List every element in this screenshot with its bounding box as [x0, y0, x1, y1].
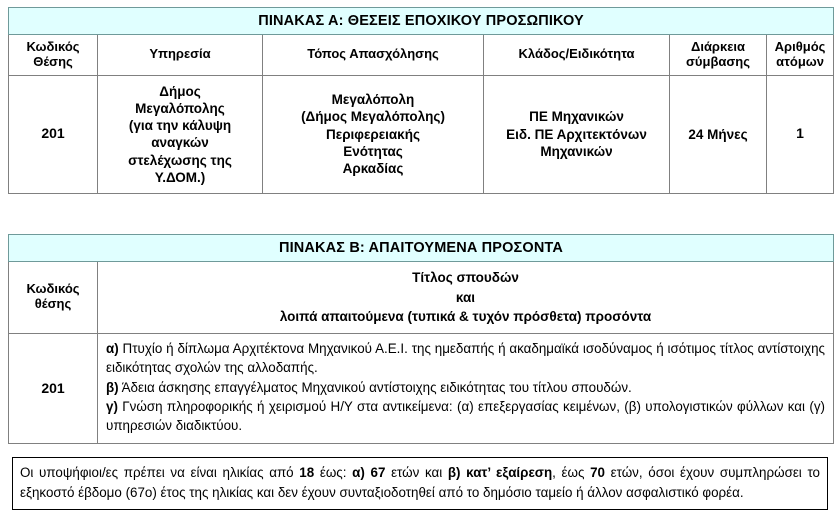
age-requirement-note	[12, 457, 828, 510]
table-a-col-count	[767, 35, 834, 76]
note-emphasis: 18	[299, 465, 315, 480]
table-b-title-row	[9, 235, 834, 262]
table-b-col-code-line1: Κωδικός	[26, 281, 80, 297]
table-a-col-duration-line1: Διάρκεια	[690, 39, 745, 54]
table-b-col-qualifications-line3: λοιπά απαιτούμενα (τυπικά & τυχόν πρόσθετα) προσόντα	[279, 309, 652, 325]
table-a-cell-service: Δήμος Μεγαλόπολης (για την κάλυψη αναγκών στελέχωσης της Υ.ΔΟΜ.)	[98, 75, 263, 193]
table-a-col-duration-line2: σύμβασης	[686, 53, 750, 69]
table-a-col-duration	[670, 35, 767, 76]
table-b-col-code	[9, 262, 98, 334]
table-a-col-code	[9, 35, 98, 76]
qualification-item: β) Άδεια άσκησης επαγγέλματος Μηχανικού αντίστοιχης ειδικότητας του τίτλου σπουδών.	[106, 379, 632, 395]
table-row	[9, 333, 834, 443]
table-b-required-qualifications	[8, 234, 834, 444]
table-a-col-code-line1: Κωδικός	[26, 39, 80, 54]
table-row	[9, 75, 834, 193]
table-b-cell-code: 201	[9, 333, 98, 443]
qualification-item: γ) Γνώση πληροφορικής ή χειρισμού Η/Υ στα αντικείμενα: (α) επεξεργασίας κειμένων, (β) υπολογιστικών φύλλων και (γ) υπηρεσιών διαδικτύου.	[106, 399, 825, 434]
age-requirement-note-text: Οι υποψήφιοι/ες πρέπει να είναι ηλικίας από 18 έως: α) 67 ετών και β) κατ’ εξαίρεση, έως 70 ετών, όσοι έχουν συμπληρώσει το εξηκοστό έβδομο (67ο) έτος της ηλικίας και δεν έχουν συνταξιοδοτηθεί από το δημόσιο ταμείο ή άλλον ασφαλιστικό φορέα.	[20, 465, 820, 501]
table-a-cell-place: Μεγαλόπολη (Δήμος Μεγαλόπολης) Περιφερειακής Ενότητας Αρκαδίας	[263, 75, 484, 193]
table-b-cell-qualifications	[98, 333, 834, 443]
qualification-marker: α)	[106, 340, 119, 356]
table-a-cell-code: 201	[9, 75, 98, 193]
table-a-cell-duration: 24 Μήνες	[670, 75, 767, 193]
note-emphasis: α) 67	[352, 465, 386, 480]
table-b-col-qualifications	[98, 262, 834, 334]
qualification-marker: β)	[106, 379, 119, 395]
table-a-col-service: Υπηρεσία	[98, 35, 263, 76]
table-a-col-count-line1: Αριθμός	[774, 39, 826, 54]
table-b-title: ΠΙΝΑΚΑΣ Β: ΑΠΑΙΤΟΥΜΕΝΑ ΠΡΟΣΟΝΤΑ	[9, 235, 834, 262]
table-b-col-qualifications-line2: και	[455, 289, 476, 305]
table-a-header-row	[9, 35, 834, 76]
table-a-title: ΠΙΝΑΚΑΣ Α: ΘΕΣΕΙΣ ΕΠΟΧΙΚΟΥ ΠΡΟΣΩΠΙΚΟΥ	[9, 8, 834, 35]
table-a-cell-specialty: ΠΕ Μηχανικών Ειδ. ΠΕ Αρχιτεκτόνων Μηχανικών	[484, 75, 670, 193]
table-b-col-code-line2: θέσης	[34, 296, 72, 312]
qualification-marker: γ)	[106, 399, 118, 414]
table-a-title-row	[9, 8, 834, 35]
note-emphasis: β) κατ’ εξαίρεση	[447, 465, 553, 480]
table-a-cell-count: 1	[767, 75, 834, 193]
table-a-col-code-line2: Θέσης	[33, 53, 73, 69]
table-b-col-qualifications-line1: Τίτλος σπουδών	[412, 270, 519, 285]
table-a-seasonal-positions	[8, 7, 834, 194]
table-a-col-specialty: Κλάδος/Ειδικότητα	[484, 35, 670, 76]
qualification-item: α) Πτυχίο ή δίπλωμα Αρχιτέκτονα Μηχανικού Α.Ε.Ι. της ημεδαπής ή ακαδημαϊκά ισοδύναμος ή ισότιμος τίτλος αντίστοιχης ειδικότητας σχολών της αλλοδαπής.	[106, 340, 825, 376]
table-b-header-row	[9, 262, 834, 334]
table-a-col-count-line2: ατόμων	[776, 53, 824, 69]
table-a-col-place: Τόπος Απασχόλησης	[263, 35, 484, 76]
note-emphasis: 70	[590, 465, 605, 480]
